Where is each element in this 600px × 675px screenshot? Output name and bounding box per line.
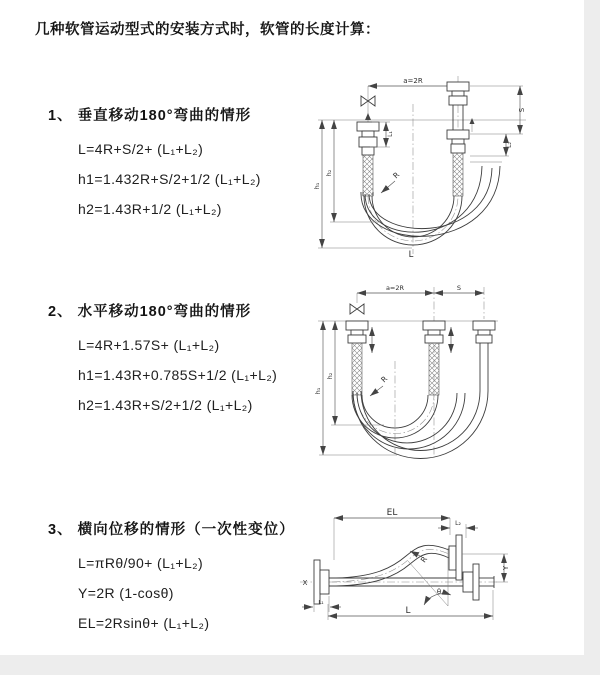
section-1-heading: 1、 垂直移动180°弯曲的情形: [48, 108, 252, 124]
dim-label-h1: h₁: [314, 387, 322, 395]
formula-line: EL=2Rsinθ+ (L₁+L₂): [78, 615, 210, 631]
dim-label-l: L: [408, 250, 414, 259]
formula-line: h2=1.43R+1/2 (L₁+L₂): [78, 201, 222, 217]
left-fitting: [346, 321, 372, 395]
formula-line: h2=1.43R+S/2+1/2 (L₁+L₂): [78, 397, 253, 413]
hose-bend-arcs: [361, 162, 502, 245]
diagram-lateral-displacement: [298, 504, 600, 644]
dim-label-l1: L₁: [318, 600, 324, 606]
page-title: 几种软管运动型式的安装方式时，软管的长度计算：: [35, 22, 380, 38]
formula-line: L=4R+S/2+ (L₁+L₂): [78, 141, 204, 157]
radius-callout: [370, 374, 389, 396]
radius-callout: [381, 170, 401, 193]
braided-hose-section: [429, 343, 439, 395]
dim-label-a2r: a=2R: [385, 284, 405, 292]
dim-label-r: R: [391, 170, 402, 181]
dim-label-s: S: [518, 107, 526, 113]
formula-line: h1=1.43R+0.785S+1/2 (L₁+L₂): [78, 367, 278, 383]
dimension-l: [328, 590, 493, 620]
middle-fitting-original-position: [423, 321, 451, 395]
diagram-horizontal-180-bend: [312, 283, 598, 463]
axis-label-x: X: [302, 579, 308, 587]
dim-label-y: Y: [502, 565, 510, 571]
dim-label-r: R: [418, 554, 430, 565]
dimension-s: [434, 284, 484, 293]
right-fitting-lower-position: [447, 118, 475, 196]
dim-label-l: L: [405, 606, 411, 616]
section-lateral-displacement: [48, 518, 295, 638]
dimension-el: [334, 508, 450, 560]
dimension-a2r: [357, 284, 434, 303]
dim-label-a2r: a=2R: [403, 77, 423, 85]
displaced-hose-curve: [336, 545, 449, 586]
dimension-l1-left-flange: [302, 596, 341, 612]
section-3-heading: 3、 横向位移的情形（一次性变位）: [48, 522, 295, 538]
braided-hose-section: [453, 153, 463, 196]
angle-construction: [408, 548, 451, 606]
dim-label-h2: h₂: [326, 372, 334, 380]
dim-label-el: EL: [386, 508, 398, 518]
formula-line: L=4R+1.57S+ (L₁+L₂): [78, 337, 220, 353]
formula-line: Y=2R (1-cosθ): [78, 585, 174, 601]
left-flange: [314, 560, 329, 604]
diagram-vertical-180-bend: [312, 74, 582, 259]
dim-label-l2: L₂: [455, 520, 461, 527]
right-fitting-moved-position: [473, 321, 495, 391]
dimension-s-stroke: [470, 86, 526, 134]
valve-icon: [350, 304, 364, 314]
braided-hose-section: [363, 155, 373, 196]
scan-margin-bottom: [0, 655, 600, 675]
braided-hose-section: [352, 343, 362, 395]
dimension-l2-right-fitting: [470, 134, 513, 156]
radius-callout: [410, 551, 429, 564]
centerlines: [318, 76, 526, 254]
dim-label-h1: h₁: [313, 182, 321, 190]
dim-label-r: R: [379, 374, 390, 385]
dim-label-theta: θ: [436, 588, 442, 596]
formula-line: h1=1.432R+S/2+1/2 (L₁+L₂): [78, 171, 261, 187]
left-fitting: [357, 113, 379, 196]
dim-label-l1: L₁: [387, 131, 394, 137]
section-2-heading: 2、 水平移动180°弯曲的情形: [48, 304, 252, 320]
formula-line: L=πRθ/90+ (L₁+L₂): [78, 555, 204, 571]
dim-label-s: S: [456, 284, 462, 292]
section-horizontal-movement: [48, 300, 277, 420]
dim-label-l2: L₂: [506, 142, 513, 148]
section-vertical-movement: [48, 104, 261, 224]
upper-flange-displaced: [449, 535, 462, 580]
dim-label-h2: h₂: [325, 169, 333, 177]
